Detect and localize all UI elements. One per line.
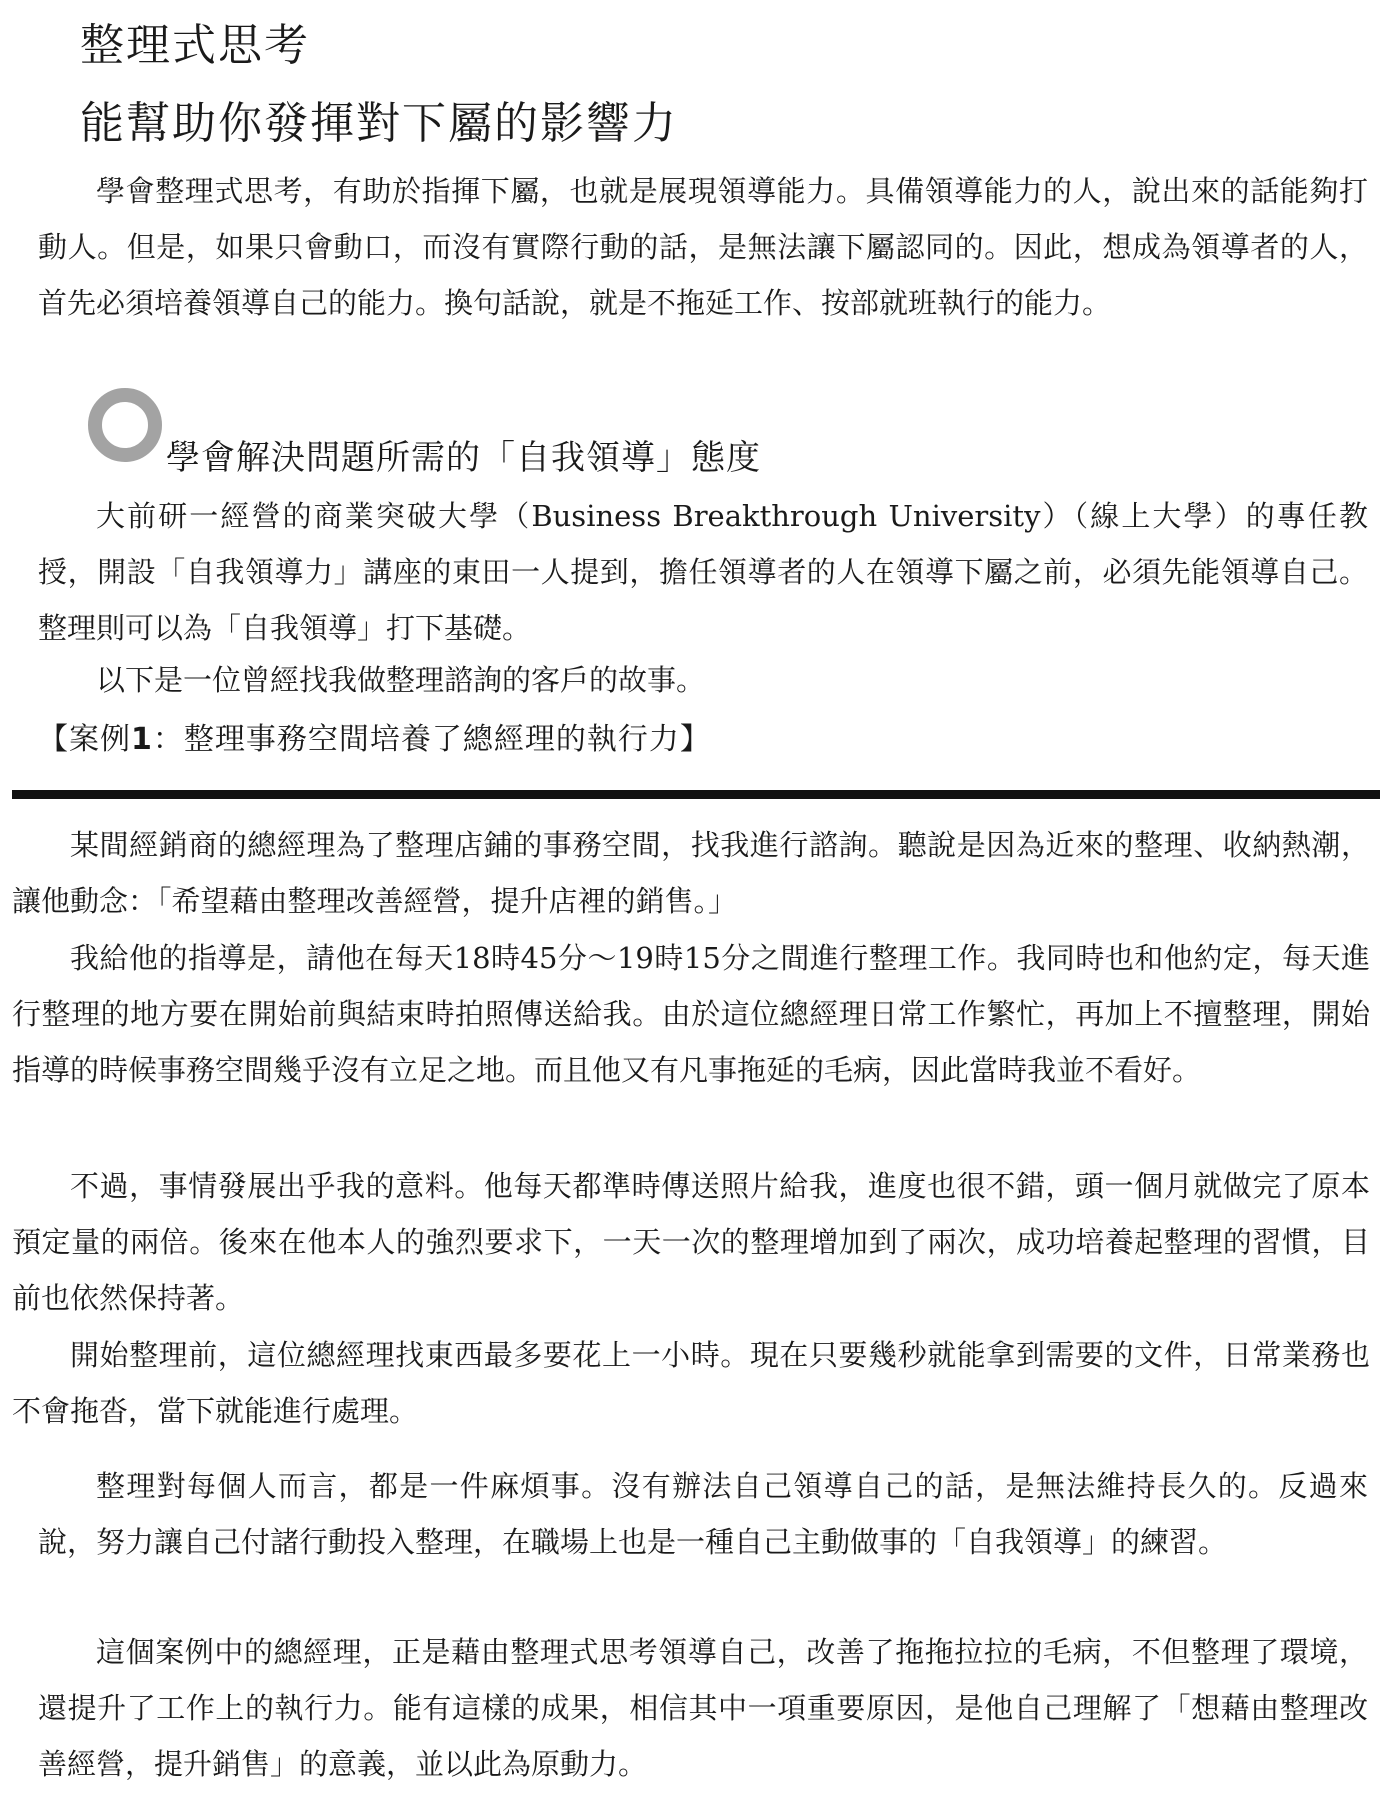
section-paragraph-1: 大前研一經營的商業突破大學（Business Breakthrough University）（線上大學）的專任教授，開設「自我領導力」講座的東田一人提到，擔任領導者的人在領導下屬之前，必須先能領導自己。整理則可以為「自我領導」打下基礎。 — [38, 499, 1368, 645]
section-heading-text: 學會解決問題所需的「自我領導」態度 — [166, 438, 761, 478]
divider-rule — [12, 790, 1380, 799]
case-title-open: 【案例 — [38, 722, 131, 757]
case-title — [38, 712, 711, 768]
conclusion-paragraph-2: 這個案例中的總經理，正是藉由整理式思考領導自己，改善了拖拖拉拉的毛病，不但整理了環境，還提升了工作上的執行力。能有這樣的成果，相信其中一項重要原因，是他自己理解了「想藉由整理改善經營，提升銷售」的意義，並以此為原動力。 — [38, 1635, 1368, 1781]
case-paragraph-3: 不過，事情發展出乎我的意料。他每天都準時傳送照片給我，進度也很不錯，頭一個月就做完了原本預定量的兩倍。後來在他本人的強烈要求下，一天一次的整理增加到了兩次，成功培養起整理的習慣，目前也依然保持著。 — [12, 1169, 1370, 1315]
intro-paragraph: 學會整理式思考，有助於指揮下屬，也就是展現領導能力。具備領導能力的人，說出來的話能夠打動人。但是，如果只會動口，而沒有實際行動的話，是無法讓下屬認同的。因此，想成為領導者的人，首先必須培養領導自己的能力。換句話說，就是不拖延工作、按部就班執行的能力。 — [38, 174, 1368, 320]
case-title-rest: ：整理事務空間培養了總經理的執行力】 — [152, 722, 711, 757]
section-paragraph-2: 以下是一位曾經找我做整理諮詢的客戶的故事。 — [96, 663, 706, 697]
case-title-number: 1 — [131, 722, 153, 757]
title-line-2: 能幫助你發揮對下屬的影響力 — [80, 98, 678, 149]
case-paragraph-1: 某間經銷商的總經理為了整理店鋪的事務空間，找我進行諮詢。聽說是因為近來的整理、收納熱潮，讓他動念：「希望藉由整理改善經營，提升店裡的銷售。」 — [12, 828, 1370, 918]
conclusion-paragraph-1: 整理對每個人而言，都是一件麻煩事。沒有辦法自己領導自己的話，是無法維持長久的。反過來說，努力讓自己付諸行動投入整理，在職場上也是一種自己主動做事的「自我領導」的練習。 — [38, 1469, 1368, 1559]
title-line-1: 整理式思考 — [80, 20, 310, 71]
case-paragraph-4: 開始整理前，這位總經理找東西最多要花上一小時。現在只要幾秒就能拿到需要的文件，日常業務也不會拖沓，當下就能進行處理。 — [12, 1338, 1370, 1428]
circle-bullet-icon — [88, 388, 162, 462]
case-paragraph-2: 我給他的指導是，請他在每天18時45分～19時15分之間進行整理工作。我同時也和他約定，每天進行整理的地方要在開始前與結束時拍照傳送給我。由於這位總經理日常工作繁忙，再加上不擅整理，開始指導的時候事務空間幾乎沒有立足之地。而且他又有凡事拖延的毛病，因此當時我並不看好。 — [12, 941, 1370, 1087]
